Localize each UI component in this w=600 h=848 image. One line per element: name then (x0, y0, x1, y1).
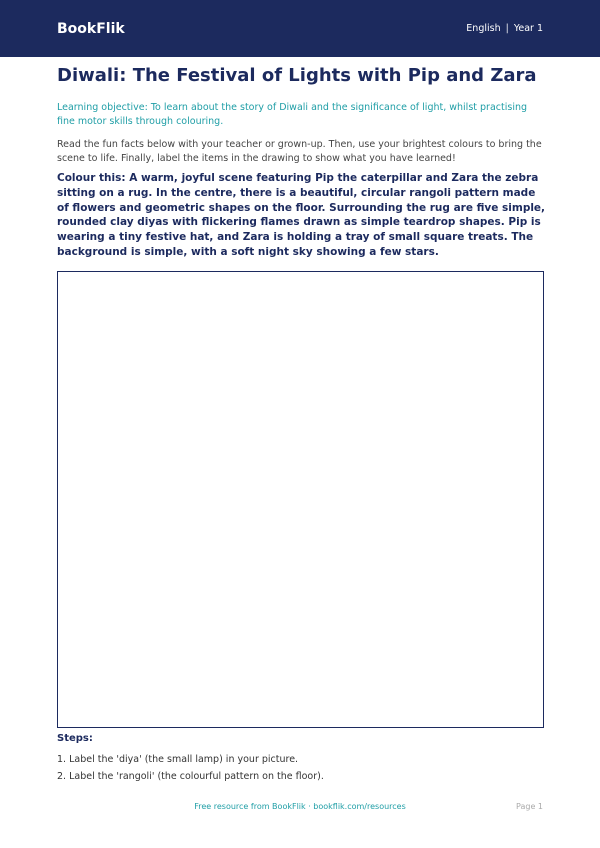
header-bar (0, 0, 600, 57)
brand-logo[interactable]: BookFlik (57, 20, 125, 37)
steps-list (57, 751, 547, 785)
colour-prompt: Colour this: A warm, joyful scene featuring Pip the caterpillar and Zara the zebra sitting on a rug. In the centre, there is a beautiful, circular rangoli pattern made of flowers and geometric shapes on the floor. Surrounding the rug are five simple, rounded clay diyas with flickering flames drawn as simple teardrop shapes. Pip is wearing a tiny festive hat, and Zara is holding a tray of small square treats. The background is simple, with a soft night sky showing a few stars. (57, 172, 546, 258)
step-item: 1. Label the 'diya' (the small lamp) in your picture. (57, 754, 299, 765)
year-label: Year 1 (513, 23, 543, 34)
step-item: 2. Label the 'rangoli' (the colourful pattern on the floor). (57, 771, 324, 782)
learning-objective: Learning objective: To learn about the story of Diwali and the significance of light, whilst practising fine motor skills through colouring. (57, 102, 528, 127)
footer-resource-link[interactable]: Free resource from BookFlik · bookflik.com/resources (194, 802, 406, 811)
subject-label: English (466, 23, 501, 34)
header-meta (466, 23, 543, 34)
meta-separator: | (505, 23, 509, 34)
drawing-area[interactable] (57, 271, 544, 728)
instructions-text: Read the fun facts below with your teacher or grown-up. Then, use your brightest colours to bring the scene to life. Finally, label the items in the drawing to show what you have learned! (57, 139, 542, 164)
page-title: Diwali: The Festival of Lights with Pip and Zara (57, 65, 537, 86)
page-number: Page 1 (516, 802, 543, 811)
steps-heading: Steps: (57, 733, 93, 744)
